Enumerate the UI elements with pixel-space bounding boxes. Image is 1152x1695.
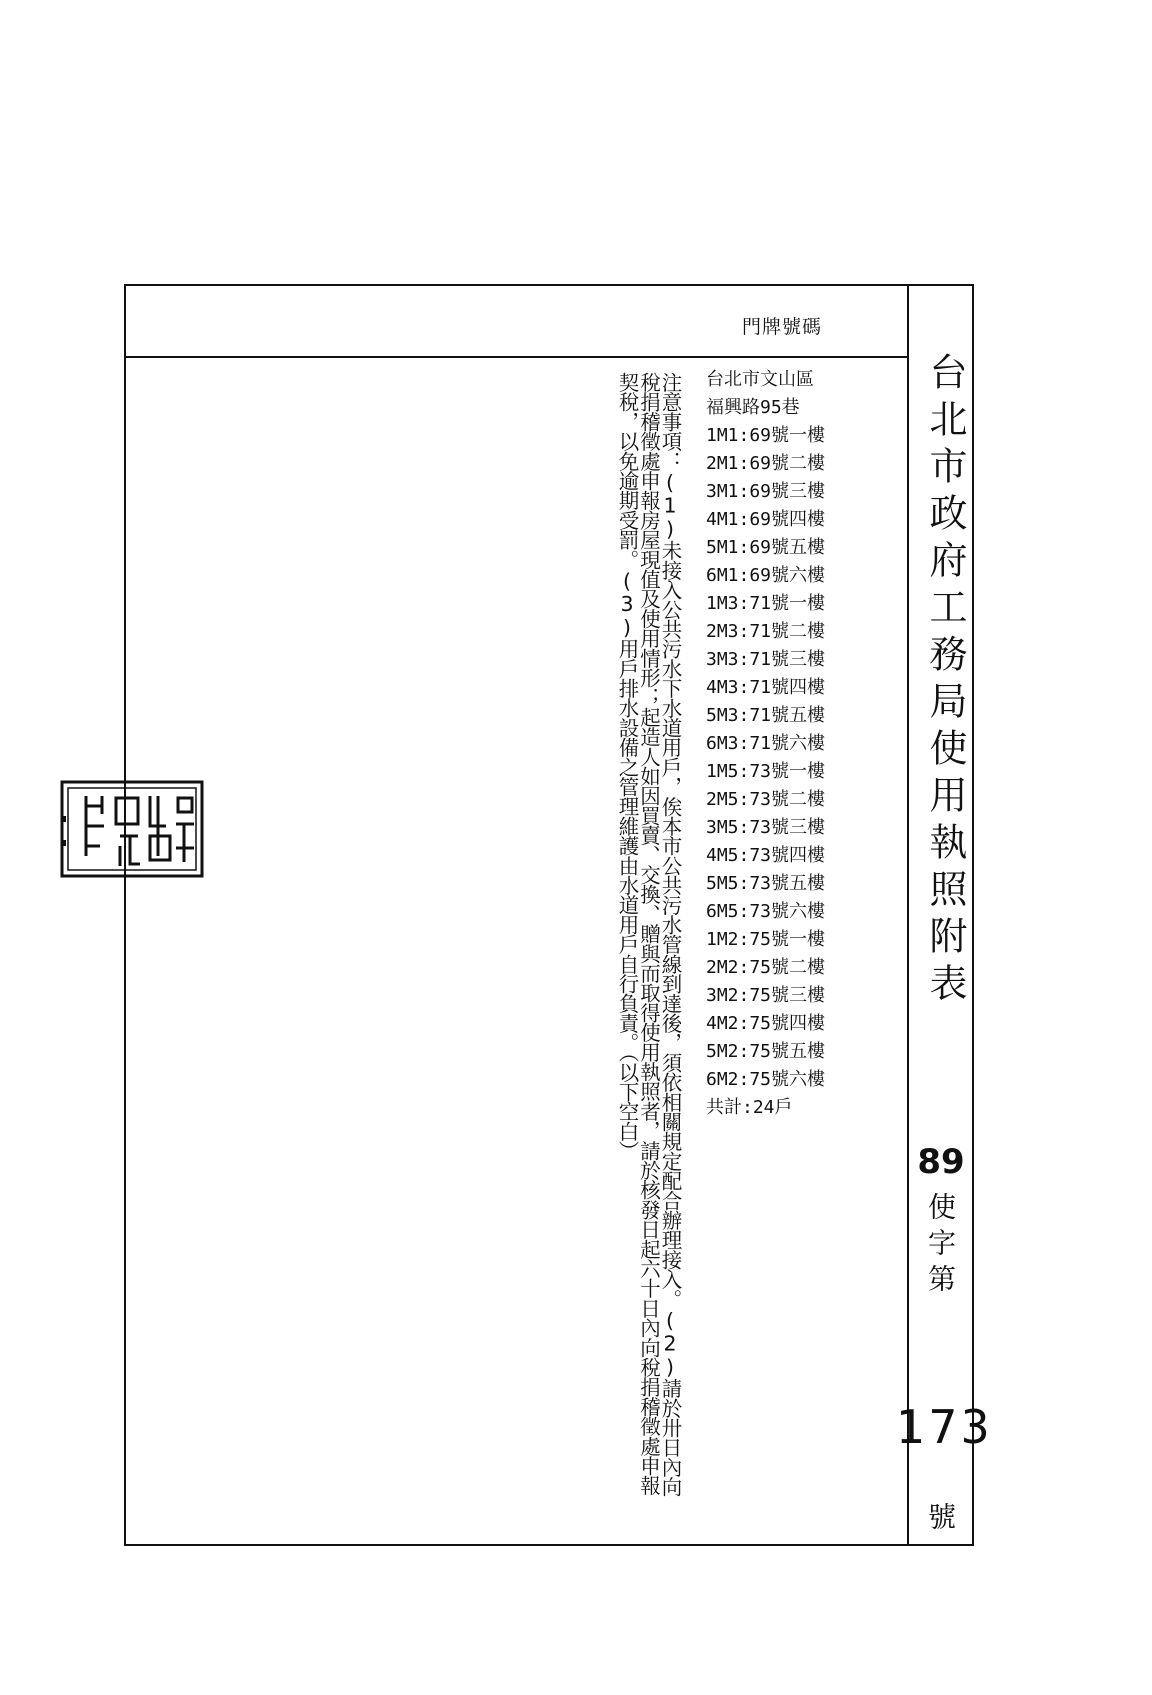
address-item: 5M5:73號五樓 <box>706 873 826 894</box>
address-item: 3M5:73號三樓 <box>706 817 826 838</box>
notes-block <box>590 372 680 1512</box>
column-divider <box>907 284 909 1546</box>
address-item: 2M1:69號二樓 <box>706 453 826 474</box>
permit-year: 89 <box>917 1142 965 1182</box>
permit-suffix: 號 <box>924 1502 957 1530</box>
address-item: 1M5:73號一樓 <box>706 761 826 782</box>
address-item: 5M1:69號五樓 <box>706 537 826 558</box>
permit-number: 173 <box>896 1400 993 1454</box>
form-frame <box>124 284 974 1546</box>
address-list <box>706 366 825 1122</box>
address-item: 福興路95巷 <box>706 397 800 418</box>
address-item: 6M1:69號六樓 <box>706 565 826 586</box>
address-item: 2M5:73號二樓 <box>706 789 826 810</box>
document-title: 台北市政府工務局使用執照附表 <box>923 352 967 1010</box>
address-item: 3M2:75號三樓 <box>706 985 826 1006</box>
official-seal-stamp <box>58 776 206 882</box>
address-item: 4M2:75號四樓 <box>706 1013 826 1034</box>
address-item: 3M1:69號三樓 <box>706 481 826 502</box>
address-item: 1M1:69號一樓 <box>706 425 826 446</box>
address-item: 5M2:75號五樓 <box>706 1041 826 1062</box>
address-item: 2M3:71號二樓 <box>706 621 826 642</box>
address-column-header: 門牌號碼 <box>742 316 823 338</box>
address-item: 5M3:71號五樓 <box>706 705 826 726</box>
address-item: 台北市文山區 <box>706 369 814 390</box>
address-item: 6M2:75號六樓 <box>706 1069 826 1090</box>
address-total: 共計:24戶 <box>706 1097 793 1118</box>
address-item: 2M2:75號二樓 <box>706 957 826 978</box>
address-item: 1M3:71號一樓 <box>706 593 826 614</box>
address-item: 6M5:73號六樓 <box>706 901 826 922</box>
notes-heading: 注意事項： <box>658 372 682 471</box>
header-divider <box>124 356 908 358</box>
address-item: 3M3:71號三樓 <box>706 649 826 670</box>
address-item: 4M1:69號四樓 <box>706 509 826 530</box>
permit-label: 使字第 <box>924 1192 957 1300</box>
address-item: 4M3:71號四樓 <box>706 677 826 698</box>
address-item: 1M2:75號一樓 <box>706 929 826 950</box>
address-item: 4M5:73號四樓 <box>706 845 826 866</box>
notes-body: (1)未接入公共污水下水道用戶，俟本市公共污水管線到達後，須依相關規定配合辦理接入。(2)請於卅日內向稅捐稽徵處申報房屋現值及使用情形；起造人如因買賣、交換、贈與而取得使用執照者，請於核發日起六十日內向稅捐稽徵處申報契稅，以免逾期受罰。(3)用戶排水設備之管理維護由水道用戶自行負責。（以下空白） <box>615 372 682 1497</box>
address-item: 6M3:71號六樓 <box>706 733 826 754</box>
